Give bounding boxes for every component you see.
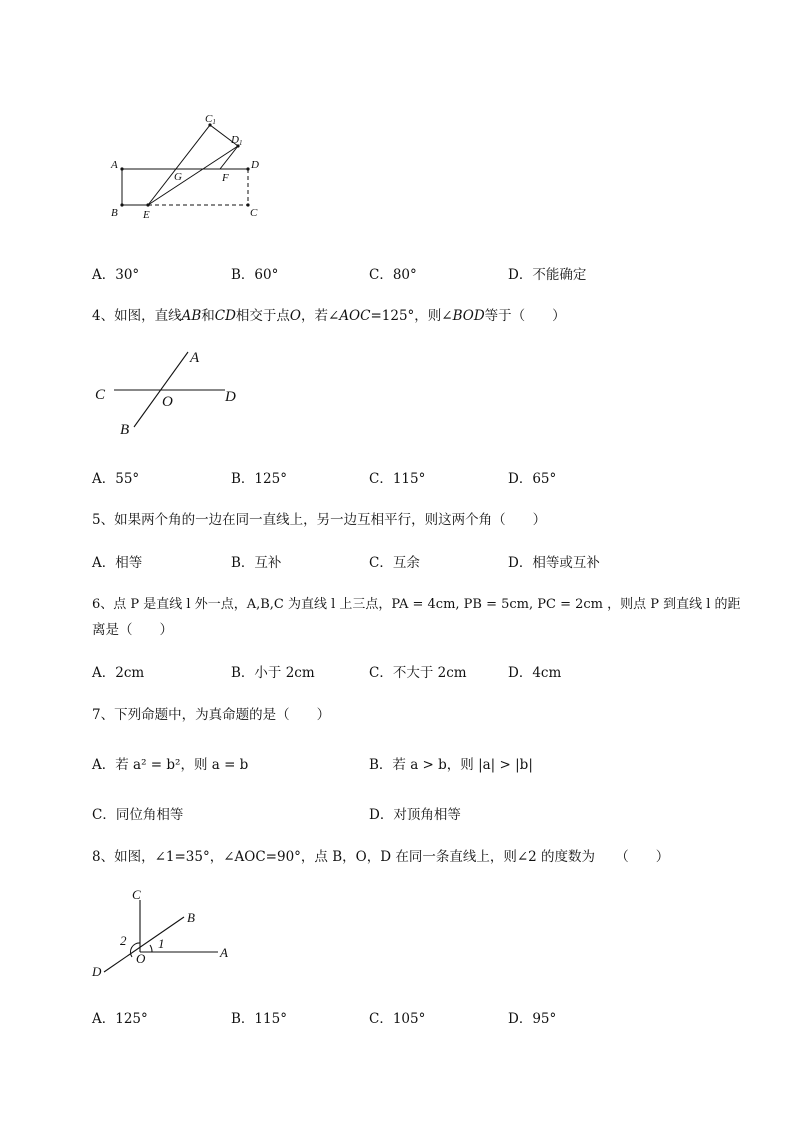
label-B: B	[120, 422, 130, 438]
label-F: F	[222, 172, 229, 184]
point-D	[246, 167, 249, 170]
label-A: A	[220, 945, 228, 960]
angle-1-arc	[150, 945, 152, 952]
label-O: O	[162, 394, 173, 410]
line-EC1	[148, 125, 210, 205]
point-A	[120, 167, 123, 170]
label-D: D	[92, 964, 102, 979]
label-G: G	[174, 171, 182, 183]
label-D: D	[225, 389, 236, 405]
q4-option-c: C．115°	[369, 471, 426, 487]
q6-option-a: A．2cm	[92, 665, 145, 681]
q8-figure	[88, 885, 238, 980]
label-angle-2: 2	[120, 933, 127, 948]
q8-option-b: B．115°	[231, 1011, 287, 1027]
q4-stem: 4、如图，直线AB和CD相交于点O，若∠AOC=125°，则∠BOD等于（ ）	[92, 308, 566, 324]
label-B: B	[187, 910, 195, 925]
point-B	[120, 203, 123, 206]
q5-option-c: C．互余	[369, 555, 420, 571]
q3-option-c: C．80°	[369, 267, 417, 283]
q3-option-a: A．30°	[92, 267, 140, 283]
q7-option-c: C．同位角相等	[92, 807, 184, 823]
label-B: B	[111, 207, 118, 219]
q7-stem: 7、下列命题中，为真命题的是（ ）	[92, 707, 331, 723]
label-O: O	[136, 951, 146, 966]
label-angle-1: 1	[158, 936, 165, 951]
q5-option-b: B．互补	[231, 555, 282, 571]
label-C1: C1	[205, 113, 216, 126]
q5-stem: 5、如果两个角的一边在同一直线上，另一边互相平行，则这两个角（ ）	[92, 512, 547, 528]
label-A: A	[190, 350, 200, 366]
q8-option-d: D．95°	[508, 1011, 557, 1027]
label-A: A	[111, 159, 118, 171]
q7-option-d: D．对顶角相等	[369, 807, 461, 823]
q8-stem: 8、如图，∠1=35°，∠AOC=90°，点 B，O，D 在同一条直线上，则∠2 的度数为 （ ）	[92, 849, 670, 865]
q3-option-d: D．不能确定	[508, 267, 587, 283]
q4-option-b: B．125°	[231, 471, 287, 487]
label-D: D	[251, 159, 259, 171]
point-E	[146, 203, 149, 206]
label-E: E	[143, 209, 150, 221]
q4-figure	[90, 345, 250, 440]
label-D1: D1	[231, 134, 243, 147]
label-C: C	[132, 887, 141, 902]
q7-option-a: A．若 a² = b²，则 a = b	[92, 757, 249, 773]
q3-option-b: B．60°	[231, 267, 279, 283]
q4-option-d: D．65°	[508, 471, 557, 487]
label-C: C	[95, 387, 106, 403]
label-C: C	[250, 207, 258, 219]
line-D1F	[220, 146, 238, 169]
q5-option-a: A．相等	[92, 555, 143, 571]
q8-option-c: C．105°	[369, 1011, 426, 1027]
q4-option-a: A．55°	[92, 471, 140, 487]
q6-stem-line1: 6、点 P 是直线 l 外一点，A,B,C 为直线 l 上三点，PA = 4cm, PB = 5cm, PC = 2cm ，则点 P 到直线 l 的距	[92, 597, 741, 612]
q5-option-d: D．相等或互补	[508, 555, 600, 571]
q6-option-b: B．小于 2cm	[231, 665, 315, 681]
q3-figure	[105, 110, 275, 225]
q7-option-b: B．若 a > b，则 |a| > |b|	[369, 757, 533, 773]
q6-stem-line2: 离是（ ）	[92, 622, 173, 638]
q6-option-d: D．4cm	[508, 665, 562, 681]
q6-option-c: C．不大于 2cm	[369, 665, 467, 681]
q8-option-a: A．125°	[92, 1011, 148, 1027]
